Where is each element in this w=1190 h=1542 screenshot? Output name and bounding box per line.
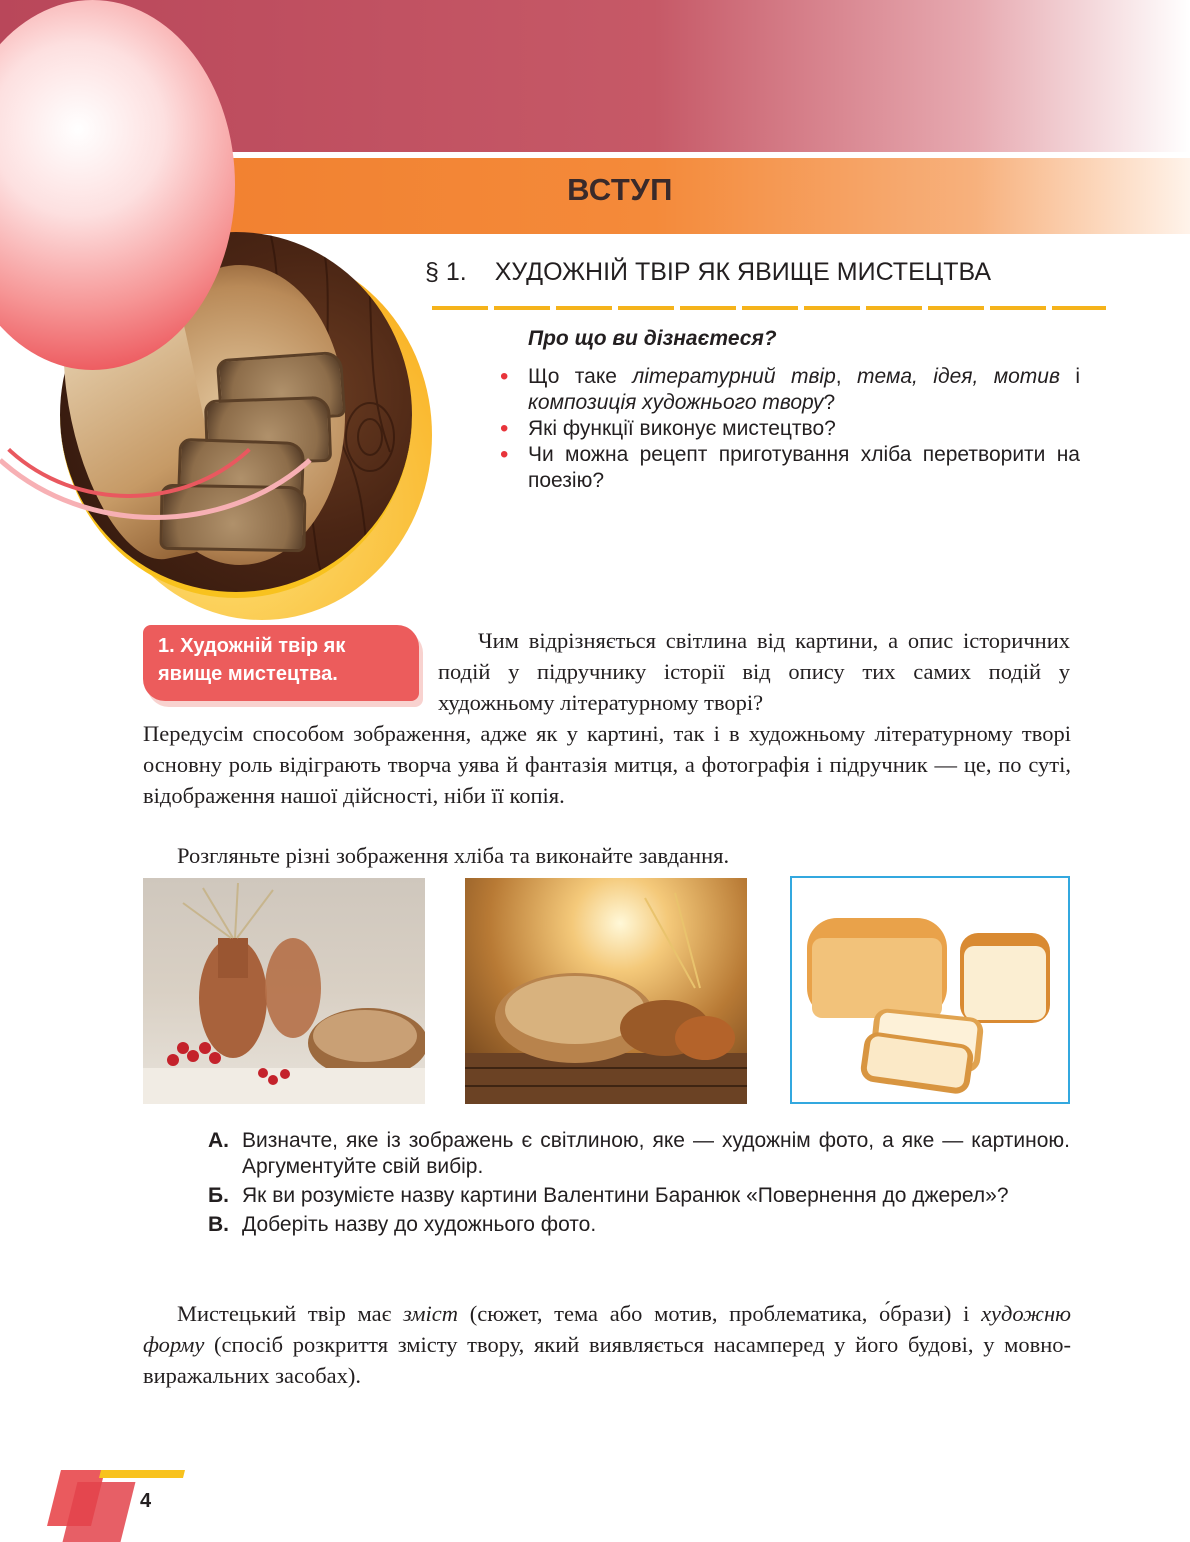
list-item: • Чи можна рецепт приготування хліба перетворити на поезію? xyxy=(500,442,1080,494)
task-item: А. Визначте, яке із зображень є світлиною, яке — художнім фото, а яке — картиною. Аргументуйте свій вибір. xyxy=(208,1129,1070,1178)
task-list xyxy=(208,1128,1070,1241)
task-item: В. Доберіть назву до художнього фото. xyxy=(208,1213,597,1236)
paragraph-heading xyxy=(425,258,991,287)
body-paragraph-continued: Передусім способом зображення, адже як у картині, так і в художньому літературному творі основну роль відіграють творча уява й фантазія митця, а фотографія і підручник — це, по суті, відображення нашої дійсності, ніби її копія. xyxy=(143,721,1071,808)
page-number: 4 xyxy=(140,1490,152,1512)
still-life-illustration xyxy=(143,878,425,1104)
page-corner-stripe xyxy=(99,1470,185,1478)
section-title: ВСТУП xyxy=(567,172,673,207)
painting-image xyxy=(143,878,425,1104)
body-paragraph-definition: Мистецький твір має зміст (сюжет, тема або мотив, проблематика, о́брази) і художню форму (спосіб розкриття змісту твору, який виявляється насамперед у його будові, у мовно-виражальних засобах). xyxy=(143,1301,1071,1388)
learn-title: Про що ви дізнаєтеся? xyxy=(528,327,777,350)
learn-list xyxy=(500,364,1080,494)
paragraph-title: ХУДОЖНІЙ ТВІР ЯК ЯВИЩЕ МИСТЕЦТВА xyxy=(494,258,992,286)
paragraph-number: § 1. xyxy=(425,258,467,286)
list-item: • Що таке літературний твір, тема, ідея, мотив і композиція художнього твору? xyxy=(500,364,1080,416)
task-item: Б. Як ви розумієте назву картини Валентини Баранюк «Повернення до джерел»? xyxy=(208,1184,1009,1207)
art-photo-image xyxy=(465,878,747,1104)
bread-sunset-illustration xyxy=(465,878,747,1104)
body-paragraph-intro: Чим відрізняється світлина від картини, а опис історичних подій у підручнику історії від опису тих самих подій у художньому літературному творі? xyxy=(438,628,1070,715)
list-item: • Які функції виконує мистецтво? xyxy=(500,416,1080,442)
topic-label: 1. Художній твір як явище мистецтва. xyxy=(158,635,346,685)
white-bread-illustration xyxy=(792,878,1068,1102)
dashed-divider xyxy=(432,306,1106,310)
body-paragraph-instruction: Розгляньте різні зображення хліба та виконайте завдання. xyxy=(177,843,730,868)
photo-image xyxy=(790,876,1070,1104)
